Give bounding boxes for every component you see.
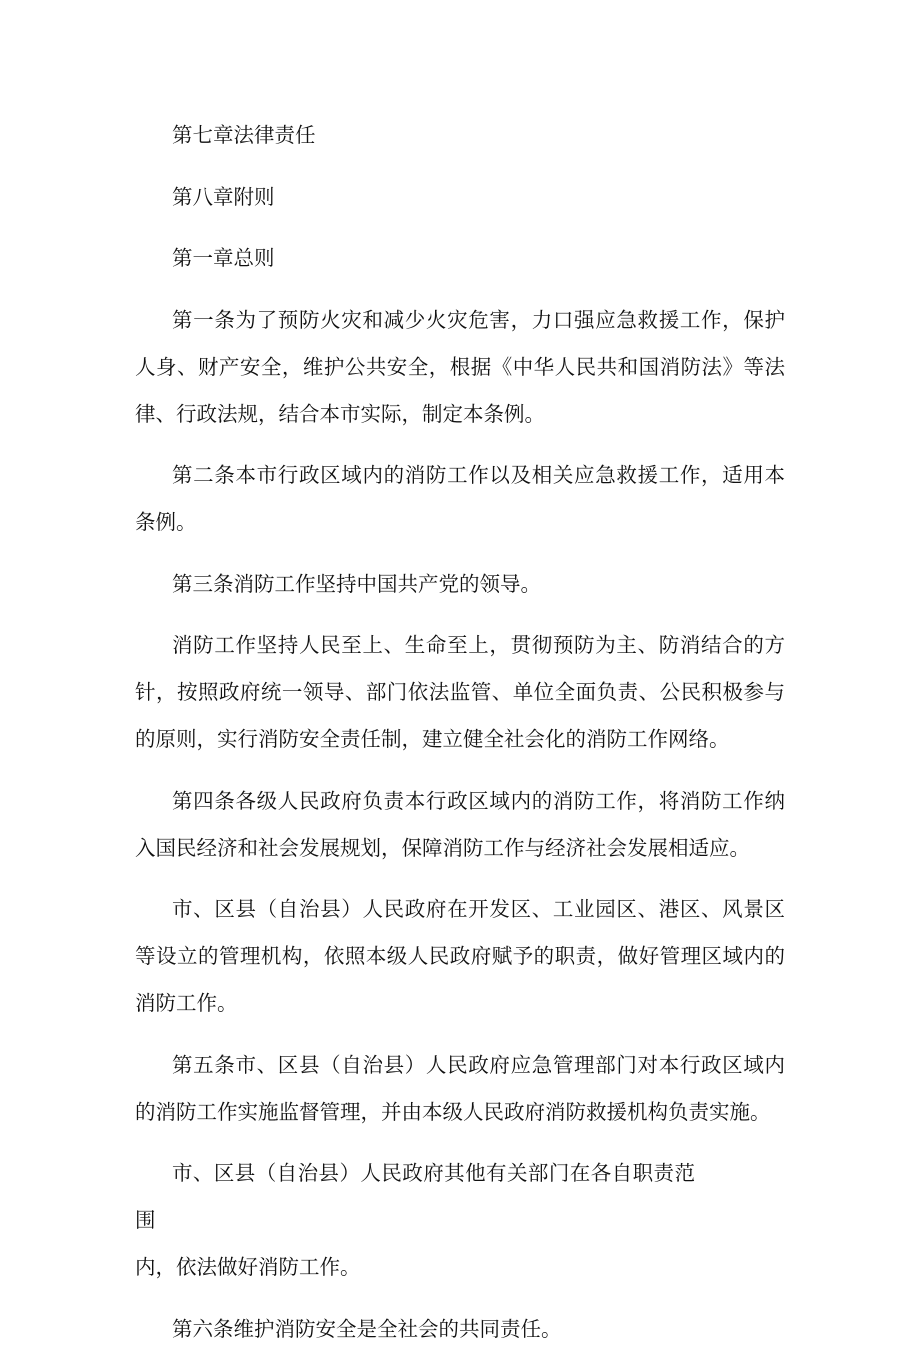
document-body	[135, 112, 785, 1367]
chapter-eight-heading: 第八章附则	[172, 184, 275, 209]
article-five-departments-line2: 内，依法做好消防工作。	[135, 1255, 361, 1279]
article-five: 第五条市、区县（自治县）人民政府应急管理部门对本行政区域内的消防工作实施监督管理，并由本级人民政府消防救援机构负责实施。	[135, 1052, 785, 1124]
chapter-seven-heading: 第七章法律责任	[172, 123, 316, 147]
article-four-management: 市、区县（自治县）人民政府在开发区、工业园区、港区、风景区等设立的管理机构，依照本级人民政府赋予的职责，做好管理区域内的消防工作。	[135, 897, 785, 1015]
article-six: 第六条维护消防安全是全社会的共同责任。	[172, 1316, 562, 1341]
article-one: 第一条为了预防火灾和减少火灾危害，力口强应急救援工作，保护人身、财产安全，维护公共安全，根据《中华人民共和国消防法》等法律、行政法规，结合本市实际，制定本条例。	[135, 307, 785, 426]
article-two: 第二条本市行政区域内的消防工作以及相关应急救援工作，适用本条例。	[135, 463, 785, 534]
chapter-one-heading: 第一章总则	[172, 246, 275, 270]
article-three: 第三条消防工作坚持中国共产党的领导。	[172, 571, 541, 596]
article-three-principles: 消防工作坚持人民至上、生命至上，贯彻预防为主、防消结合的方针，按照政府统一领导、部门依法监管、单位全面负责、公民积极参与的原则，实行消防安全责任制，建立健全社会化的消防工作网络。	[135, 633, 785, 751]
article-four: 第四条各级人民政府负责本行政区域内的消防工作，将消防工作纳入国民经济和社会发展规划，保障消防工作与经济社会发展相适应。	[135, 788, 785, 860]
article-five-departments-line1: 市、区县（自治县）人民政府其他有关部门在各自职责范围	[135, 1161, 695, 1232]
